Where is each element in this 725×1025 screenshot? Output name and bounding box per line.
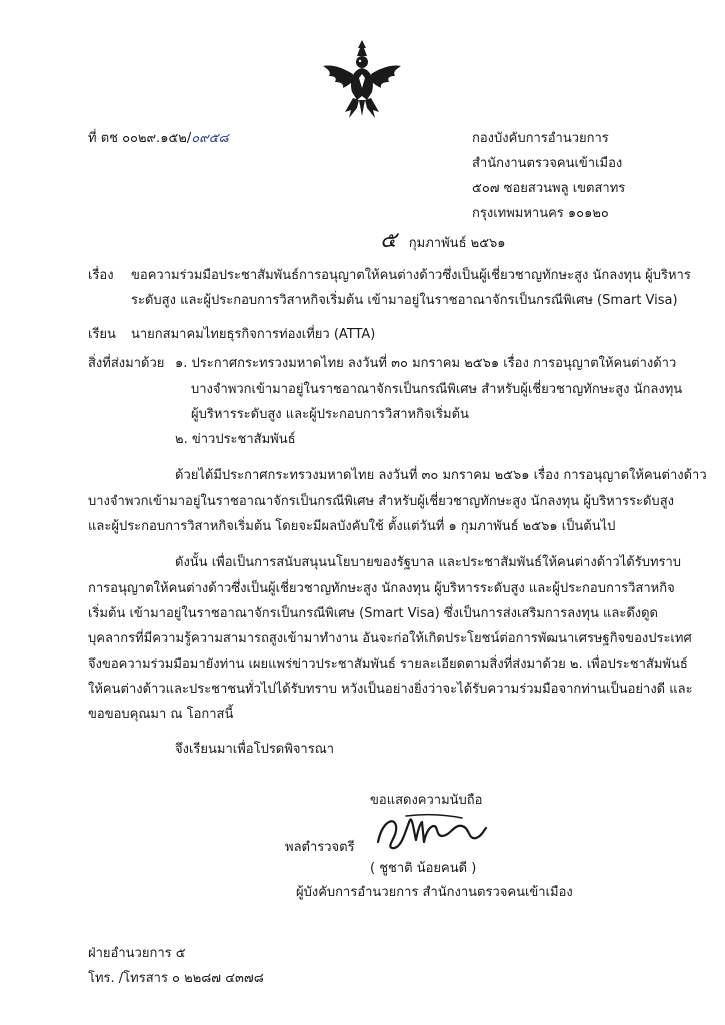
letter-date: [380, 222, 506, 257]
recipient-label: เรียน: [88, 327, 116, 342]
subject-label: เรื่อง: [88, 268, 114, 283]
signatory-rank: พลตำรวจตรี: [285, 840, 355, 855]
sender-address-line-1: กองบังคับการอำนวยการ: [472, 131, 609, 146]
paragraph-2-line-3: เริ่มต้น เข้ามาอยู่ในราชอาณาจักรเป็นกรณีพิเศษ (Smart Visa) ซึ่งเป็นการส่งเสริมการลงทุน และดึงดูด: [88, 606, 658, 621]
signatory-name: ( ชูชาติ น้อยคนดี ): [370, 861, 477, 876]
paragraph-2-line-7: ขอขอบคุณมา ณ โอกาสนี้: [88, 707, 234, 722]
date-day: ๕: [380, 228, 397, 253]
sender-address-line-3: ๕๐๗ ซอยสวนพลู เขตสาทร: [472, 181, 626, 196]
signature-icon: [372, 812, 490, 852]
signatory-position: ผู้บังคับการอำนวยการ สำนักงานตรวจคนเข้าเมือง: [296, 885, 573, 900]
sender-address-line-2: สำนักงานตรวจคนเข้าเมือง: [472, 156, 623, 171]
paragraph-2-line-4: บุคลากรที่มีความรู้ความสามารถสูงเข้ามาทำงาน อันจะก่อให้เกิดประโยชน์ต่อการพัฒนาเศรษฐกิจของประเทศ: [88, 631, 692, 646]
recipient-name: นายกสมาคมไทยธุรกิจการท่องเที่ยว (ATTA): [131, 327, 376, 342]
paragraph-1-line-1: ด้วยได้มีประกาศกระทรวงมหาดไทย ลงวันที่ ๓๐ มกราคม ๒๕๖๑ เรื่อง การอนุญาตให้คนต่างด้าว: [175, 468, 707, 483]
date-month-year: กุมภาพันธ์ ๒๕๖๑: [408, 236, 506, 251]
enclosure-item-2: ๒. ข่าวประชาสัมพันธ์: [175, 432, 296, 447]
subject-line-1: ขอความร่วมมือประชาสัมพันธ์การอนุญาตให้คนต่างด้าวซึ่งเป็นผู้เชี่ยวชาญทักษะสูง นักลงทุน ผู้บริหาร: [131, 268, 691, 283]
footer-phone: โทร. /โทรสาร ๐ ๒๒๘๗ ๔๓๗๘: [88, 971, 264, 986]
closing-phrase: ขอแสดงความนับถือ: [370, 793, 483, 808]
garuda-emblem-icon: [319, 38, 405, 120]
reference-handwritten-number: ๐๙๕๘: [191, 131, 229, 146]
paragraph-2-line-5: จึงขอความร่วมมือมายังท่าน เผยแพร่ข่าวประชาสัมพันธ์ รายละเอียดตามสิ่งที่ส่งมาด้วย ๒. เพื่อประชาสัมพันธ์: [88, 657, 688, 672]
closing-request: จึงเรียนมาเพื่อโปรดพิจารณา: [175, 742, 335, 757]
paragraph-2-line-1: ดังนั้น เพื่อเป็นการสนับสนุนนโยบายของรัฐบาล และประชาสัมพันธ์ให้คนต่างด้าวได้รับทราบ: [175, 555, 682, 570]
enclosure-item-1-line-3: ผู้บริหารระดับสูง และผู้ประกอบการวิสาหกิจเริ่มต้น: [191, 407, 469, 422]
paragraph-1-line-3: และผู้ประกอบการวิสาหกิจเริ่มต้น โดยจะมีผลบังคับใช้ ตั้งแต่วันที่ ๑ กุมภาพันธ์ ๒๕๖๑ เป็นต้นไป: [88, 519, 616, 534]
reference-number: [88, 127, 229, 148]
subject-line-2: ระดับสูง และผู้ประกอบการวิสาหกิจเริ่มต้น เข้ามาอยู่ในราชอาณาจักรเป็นกรณีพิเศษ (Smart Visa): [131, 293, 678, 308]
paragraph-1-line-2: บางจำพวกเข้ามาอยู่ในราชอาณาจักรเป็นกรณีพิเศษ สำหรับผู้เชี่ยวชาญทักษะสูง นักลงทุน ผู้บริหารระดับสูง: [88, 494, 674, 509]
paragraph-2-line-6: ให้คนต่างด้าวและประชาชนทั่วไปได้รับทราบ หวังเป็นอย่างยิ่งว่าจะได้รับความร่วมมือจากท่านเป็นอย่างดี และ: [88, 682, 693, 697]
sender-address-line-4: กรุงเทพมหานคร ๑๐๑๒๐: [472, 206, 609, 221]
footer-department: ฝ่ายอำนวยการ ๕: [88, 946, 186, 961]
enclosures-label: สิ่งที่ส่งมาด้วย: [88, 356, 165, 371]
reference-prefix: ที่ ตช ๐๐๒๙.๑๕๒/: [88, 131, 192, 146]
enclosure-item-1-line-1: ๑. ประกาศกระทรวงมหาดไทย ลงวันที่ ๓๐ มกราคม ๒๕๖๑ เรื่อง การอนุญาตให้คนต่างด้าว: [175, 356, 677, 371]
paragraph-2-line-2: การอนุญาตให้คนต่างด้าวซึ่งเป็นผู้เชี่ยวชาญทักษะสูง นักลงทุน ผู้บริหารระดับสูง และผู้ประกอบการวิสาหกิจ: [88, 581, 675, 596]
enclosure-item-1-line-2: บางจำพวกเข้ามาอยู่ในราชอาณาจักรเป็นกรณีพิเศษ สำหรับผู้เชี่ยวชาญทักษะสูง นักลงทุน: [191, 382, 683, 397]
